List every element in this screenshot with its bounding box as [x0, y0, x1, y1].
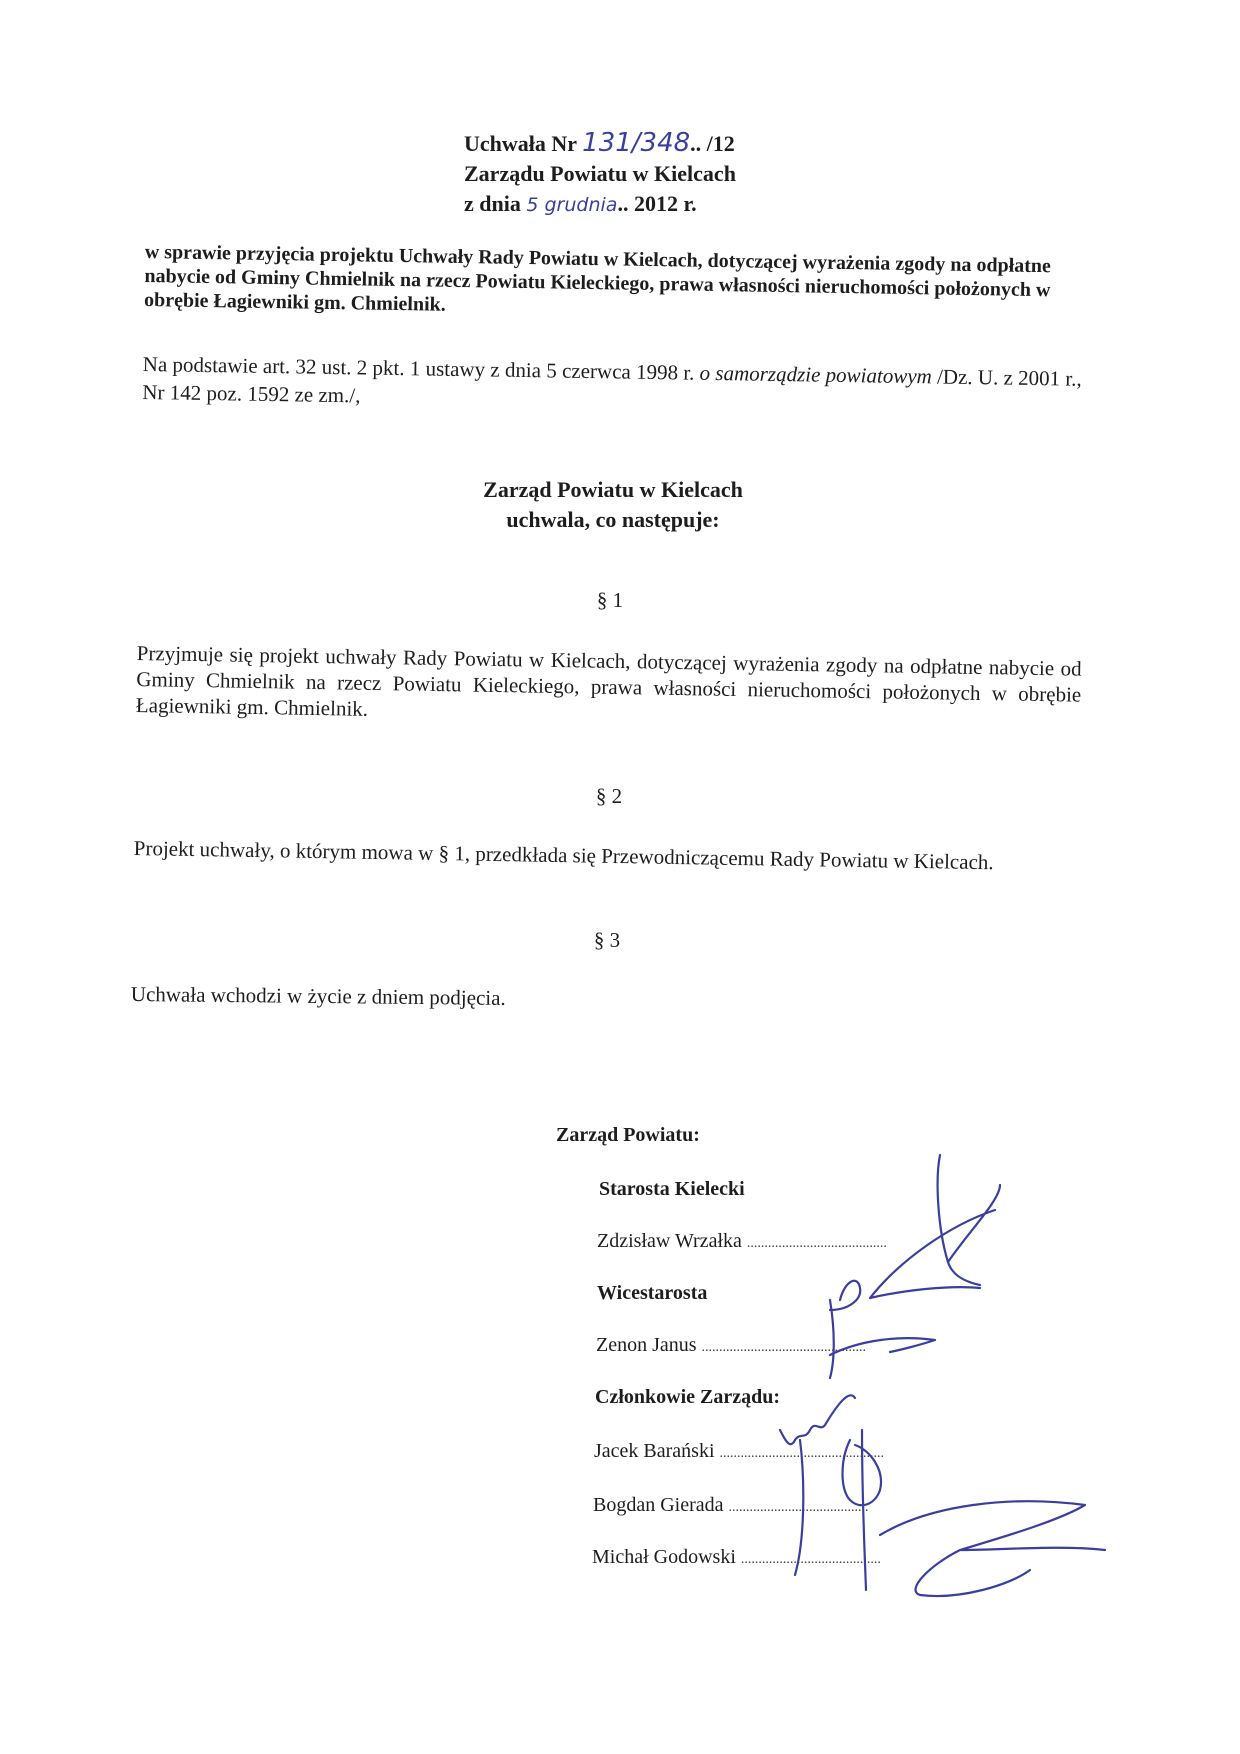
member-dots-3: ........................................	[740, 1552, 881, 1567]
signature-heading: Zarząd Powiatu:	[556, 1124, 700, 1146]
date-prefix: z dnia	[464, 191, 521, 216]
board-heading	[0, 475, 1240, 535]
resolution-number-suffix: /12	[706, 131, 735, 156]
resolution-number-line	[464, 128, 736, 159]
member-name-2: Bogdan Gierada	[593, 1494, 724, 1516]
section-sign-3: § 3	[593, 928, 621, 952]
resolution-number-handwritten: 131/348	[582, 128, 691, 158]
resolution-header	[464, 128, 736, 220]
legal-basis-text: Na podstawie art. 32 ust. 2 pkt. 1 ustawy z dnia 5 czerwca 1998 r.	[142, 351, 695, 385]
date-year: 2012 r.	[633, 191, 697, 216]
section-text-3: Uchwała wchodzi w życie z dniem podjęcia.	[130, 981, 506, 1010]
resolution-date-line	[464, 189, 736, 220]
section-sign-1: § 1	[596, 588, 624, 612]
member-name-1: Jacek Barański	[594, 1440, 715, 1462]
date-dots: ..	[617, 191, 629, 216]
starosta-name: Zdzisław Wrzałka	[597, 1230, 742, 1252]
signature-starosta	[870, 1155, 1000, 1298]
resolution-issuer: Zarządu Powiatu w Kielcach	[464, 161, 736, 186]
starosta-dots: ........................................	[746, 1236, 887, 1251]
signature-wicestarosta	[830, 1281, 935, 1378]
member-signature-line-2	[593, 1494, 869, 1517]
members-title: Członkowie Zarządu:	[595, 1386, 780, 1408]
legal-basis-citation: /Dz. U. z 2001 r., Nr 142 poz. 1592 ze zm./,	[142, 364, 1082, 408]
legal-basis	[142, 350, 1093, 421]
date-handwritten: 5 grudnia	[526, 194, 618, 216]
resolution-title-prefix: Uchwała Nr	[464, 131, 577, 156]
section-sign-2: § 2	[595, 784, 623, 808]
signature-godowski	[880, 1501, 1105, 1596]
wicestarosta-title: Wicestarosta	[597, 1282, 708, 1304]
member-signature-line-3	[592, 1546, 881, 1569]
wicestarosta-name: Zenon Janus	[596, 1334, 697, 1356]
resolution-subject: w sprawie przyjęcia projektu Uchwały Rady Powiatu w Kielcach, dotyczącej wyrażenia zgody na odpłatne nabycie od Gminy Chmielnik na rzecz Powiatu Kieleckiego, prawa własności nieruchomości położonych w obrębie Łagiewniki gm. Chmielnik.	[143, 240, 1052, 316]
legal-basis-act-title: o samorządzie powiatowym	[699, 360, 933, 389]
board-heading-line2: uchwala, co następuje:	[506, 507, 720, 532]
member-dots-1: ...............................................	[719, 1446, 885, 1461]
section-text-2: Projekt uchwały, o którym mowa w § 1, przedkłada się Przewodniczącemu Rady Powiatu w Kielcach.	[133, 835, 994, 875]
wicestarosta-dots: ...............................................	[701, 1340, 867, 1355]
member-name-3: Michał Godowski	[592, 1546, 736, 1568]
wicestarosta-signature-line	[596, 1334, 866, 1357]
board-heading-line1: Zarząd Powiatu w Kielcach	[483, 477, 743, 502]
member-signature-line-1	[594, 1440, 884, 1463]
resolution-number-dots: ..	[690, 131, 702, 156]
starosta-title: Starosta Kielecki	[599, 1178, 745, 1200]
member-dots-2: ........................................	[728, 1500, 869, 1515]
starosta-signature-line	[597, 1230, 887, 1253]
section-text-1: Przyjmuje się projekt uchwały Rady Powiatu w Kielcach, dotyczącej wyrażenia zgody na odpłatne nabycie od Gminy Chmielnik na rzecz Powiatu Kieleckiego, prawa własności nieruchomości położonych w obrębie Łagiewniki gm. Chmielnik.	[135, 640, 1082, 721]
